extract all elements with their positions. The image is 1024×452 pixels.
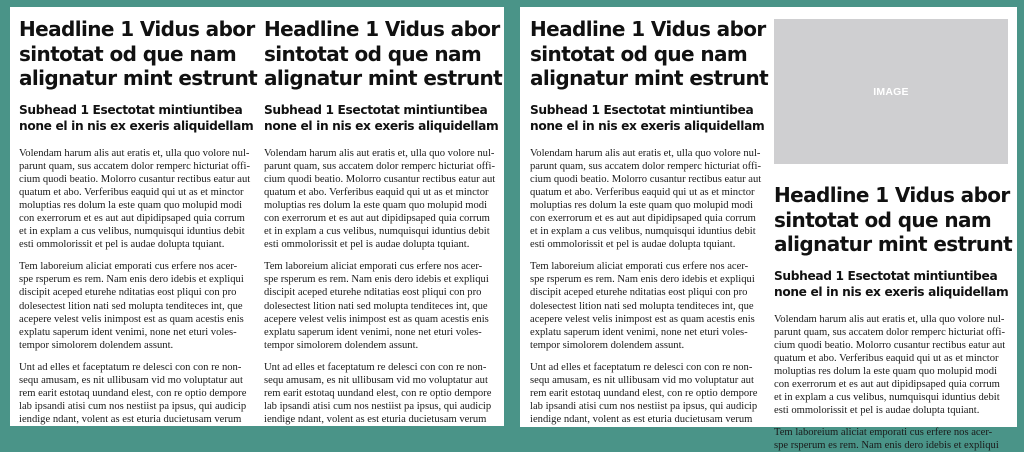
image-placeholder: [774, 19, 1008, 164]
body-line: et in explam a cus velibus, numquisqui iduntius debit: [19, 225, 251, 238]
body-line: con exerrorum et es aut aut dipidipsaped quia corrum: [530, 212, 762, 225]
headline-line: Headline 1 Vidus abor: [530, 17, 762, 42]
headline-line: sintotat od que nam: [774, 208, 1006, 233]
body-line: sequ amusam, es nit ullibusam vid mo voluptatur aut: [530, 374, 762, 387]
headline-line: alignatur mint estrunt: [530, 66, 762, 91]
paragraph: [264, 361, 496, 426]
headline: [264, 17, 496, 91]
body-text: [19, 147, 251, 427]
body-line: discipit aceped eturehe nditatias eost pliqui con pro: [19, 286, 251, 299]
body-line: rem earit estotaq uundand elest, con re optio dempore: [19, 387, 251, 400]
headline-line: Headline 1 Vidus abor: [19, 17, 251, 42]
subhead: [774, 268, 1006, 301]
body-line: parunt quam, sus accatem dolor remperc hicturiat offi-: [774, 326, 1006, 339]
headline-line: sintotat od que nam: [19, 42, 251, 67]
body-line: moluptias res dolum la este quam quo molupid modi: [774, 365, 1006, 378]
paragraph: [19, 260, 251, 352]
headline-line: alignatur mint estrunt: [19, 66, 251, 91]
body-line: con exerrorum et es aut aut dipidipsaped quia corrum: [19, 212, 251, 225]
subhead-line: Subhead 1 Esectotat mintiuntibea: [774, 268, 1006, 285]
subhead-line: none el in nis ex exeris aliquidellam: [19, 118, 251, 135]
body-line: dolesectest lition nati sed molupta tenditeces int, que: [264, 300, 496, 313]
body-line: esti ommolorissit et pel is audae dolupta tquiant.: [774, 404, 1006, 417]
headline-line: sintotat od que nam: [264, 42, 496, 67]
paragraph: [19, 361, 251, 426]
body-line: Volendam harum alis aut eratis et, ulla quo volore nul-: [530, 147, 762, 160]
body-line: et in explam a cus velibus, numquisqui iduntius debit: [774, 391, 1006, 404]
layout-page-right: [520, 7, 1017, 427]
body-line: tempor simolorem dolendem assunt.: [264, 339, 496, 352]
headline-line: Headline 1 Vidus abor: [264, 17, 496, 42]
body-line: sequ amusam, es nit ullibusam vid mo voluptatur aut: [19, 374, 251, 387]
body-line: Volendam harum alis aut eratis et, ulla quo volore nul-: [264, 147, 496, 160]
body-line: rem earit estotaq uundand elest, con re optio dempore: [264, 387, 496, 400]
body-line: Unt ad elles et faceptatum re delesci con con re non-: [264, 361, 496, 374]
body-line: parunt quam, sus accatem dolor remperc hicturiat offi-: [19, 160, 251, 173]
body-line: quatum et abo. Verferibus eaquid qui ut as et minctor: [530, 186, 762, 199]
headline-line: sintotat od que nam: [530, 42, 762, 67]
paragraph: [264, 260, 496, 352]
body-line: Tem laboreium aliciat emporati cus erfere nos acer-: [530, 260, 762, 273]
body-line: esti ommolorissit et pel is audae dolupta tquiant.: [530, 238, 762, 251]
paragraph: [774, 313, 1006, 418]
subhead: [264, 102, 496, 135]
subhead: [530, 102, 762, 135]
body-line: discipit aceped eturehe nditatias eost pliqui con pro: [264, 286, 496, 299]
body-line: cium quodi beatio. Molorro cusantur rectibus eatur aut: [264, 173, 496, 186]
paragraph: [264, 147, 496, 252]
image-label: IMAGE: [873, 86, 908, 98]
headline-line: alignatur mint estrunt: [774, 232, 1006, 257]
paragraph: [530, 361, 762, 426]
body-line: explatu saperum ident venimi, none net eturi voles-: [19, 326, 251, 339]
body-line: moluptias res dolum la este quam quo molupid modi: [19, 199, 251, 212]
article-column: [264, 17, 496, 426]
body-line: Tem laboreium aliciat emporati cus erfere nos acer-: [264, 260, 496, 273]
body-line: moluptias res dolum la este quam quo molupid modi: [530, 199, 762, 212]
headline: [19, 17, 251, 91]
body-line: quatum et abo. Verferibus eaquid qui ut as et minctor: [19, 186, 251, 199]
body-line: dolesectest lition nati sed molupta tenditeces int, que: [19, 300, 251, 313]
body-line: parunt quam, sus accatem dolor remperc hicturiat offi-: [264, 160, 496, 173]
body-line: quatum et abo. Verferibus eaquid qui ut as et minctor: [774, 352, 1006, 365]
subhead-line: none el in nis ex exeris aliquidellam: [774, 284, 1006, 301]
body-line: iendige ndant, volent as est eturia ducietusam verum: [530, 413, 762, 426]
paragraph: [19, 147, 251, 252]
body-line: tempor simolorem dolendem assunt.: [19, 339, 251, 352]
subhead: [19, 102, 251, 135]
body-line: acepere velest velis inimpost est as quam acestis enis: [530, 313, 762, 326]
body-line: esti ommolorissit et pel is audae dolupta tquiant.: [264, 238, 496, 251]
subhead-line: Subhead 1 Esectotat mintiuntibea: [19, 102, 251, 119]
body-line: con exerrorum et es aut aut dipidipsaped quia corrum: [264, 212, 496, 225]
body-line: tempor simolorem dolendem assunt.: [530, 339, 762, 352]
body-line: spe rsperum es rem. Nam enis dero idebis et expliqui: [530, 273, 762, 286]
paragraph: [530, 147, 762, 252]
body-line: et in explam a cus velibus, numquisqui iduntius debit: [264, 225, 496, 238]
paragraph: [530, 260, 762, 352]
body-line: iendige ndant, volent as est eturia ducietusam verum: [264, 413, 496, 426]
article-column: [530, 17, 762, 426]
body-line: Tem laboreium aliciat emporati cus erfere nos acer-: [774, 426, 1006, 439]
body-line: acepere velest velis inimpost est as quam acestis enis: [19, 313, 251, 326]
paragraph: [774, 426, 1006, 452]
body-line: rem earit estotaq uundand elest, con re optio dempore: [530, 387, 762, 400]
body-line: explatu saperum ident venimi, none net eturi voles-: [264, 326, 496, 339]
body-line: moluptias res dolum la este quam quo molupid modi: [264, 199, 496, 212]
body-line: explatu saperum ident venimi, none net eturi voles-: [530, 326, 762, 339]
body-line: lab ipsandi atisi cum nos nestiist pa ipsus, qui audicip: [264, 400, 496, 413]
body-line: dolesectest lition nati sed molupta tenditeces int, que: [530, 300, 762, 313]
body-line: lab ipsandi atisi cum nos nestiist pa ipsus, qui audicip: [530, 400, 762, 413]
body-text: [774, 313, 1006, 452]
body-line: spe rsperum es rem. Nam enis dero idebis et expliqui: [264, 273, 496, 286]
subhead-line: Subhead 1 Esectotat mintiuntibea: [530, 102, 762, 119]
body-line: quatum et abo. Verferibus eaquid qui ut as et minctor: [264, 186, 496, 199]
headline: [774, 183, 1006, 257]
subhead-line: none el in nis ex exeris aliquidellam: [530, 118, 762, 135]
body-line: discipit aceped eturehe nditatias eost pliqui con pro: [530, 286, 762, 299]
body-line: iendige ndant, volent as est eturia ducietusam verum: [19, 413, 251, 426]
headline: [530, 17, 762, 91]
body-line: cium quodi beatio. Molorro cusantur rectibus eatur aut: [774, 339, 1006, 352]
body-line: cium quodi beatio. Molorro cusantur rectibus eatur aut: [19, 173, 251, 186]
body-line: Tem laboreium aliciat emporati cus erfere nos acer-: [19, 260, 251, 273]
body-line: esti ommolorissit et pel is audae dolupta tquiant.: [19, 238, 251, 251]
body-line: Unt ad elles et faceptatum re delesci con con re non-: [530, 361, 762, 374]
body-line: et in explam a cus velibus, numquisqui iduntius debit: [530, 225, 762, 238]
body-line: lab ipsandi atisi cum nos nestiist pa ipsus, qui audicip: [19, 400, 251, 413]
headline-line: alignatur mint estrunt: [264, 66, 496, 91]
body-line: cium quodi beatio. Molorro cusantur rectibus eatur aut: [530, 173, 762, 186]
body-line: Unt ad elles et faceptatum re delesci con con re non-: [19, 361, 251, 374]
body-line: spe rsperum es rem. Nam enis dero idebis et expliqui: [774, 439, 1006, 452]
body-line: con exerrorum et es aut aut dipidipsaped quia corrum: [774, 378, 1006, 391]
body-line: Volendam harum alis aut eratis et, ulla quo volore nul-: [19, 147, 251, 160]
body-line: Volendam harum alis aut eratis et, ulla quo volore nul-: [774, 313, 1006, 326]
body-line: spe rsperum es rem. Nam enis dero idebis et expliqui: [19, 273, 251, 286]
body-line: parunt quam, sus accatem dolor remperc hicturiat offi-: [530, 160, 762, 173]
body-text: [530, 147, 762, 427]
subhead-line: Subhead 1 Esectotat mintiuntibea: [264, 102, 496, 119]
article-column: [19, 17, 251, 426]
headline-line: Headline 1 Vidus abor: [774, 183, 1006, 208]
article-column: [774, 183, 1006, 452]
body-text: [264, 147, 496, 427]
body-line: acepere velest velis inimpost est as quam acestis enis: [264, 313, 496, 326]
layout-page-left: [10, 7, 504, 426]
subhead-line: none el in nis ex exeris aliquidellam: [264, 118, 496, 135]
body-line: sequ amusam, es nit ullibusam vid mo voluptatur aut: [264, 374, 496, 387]
